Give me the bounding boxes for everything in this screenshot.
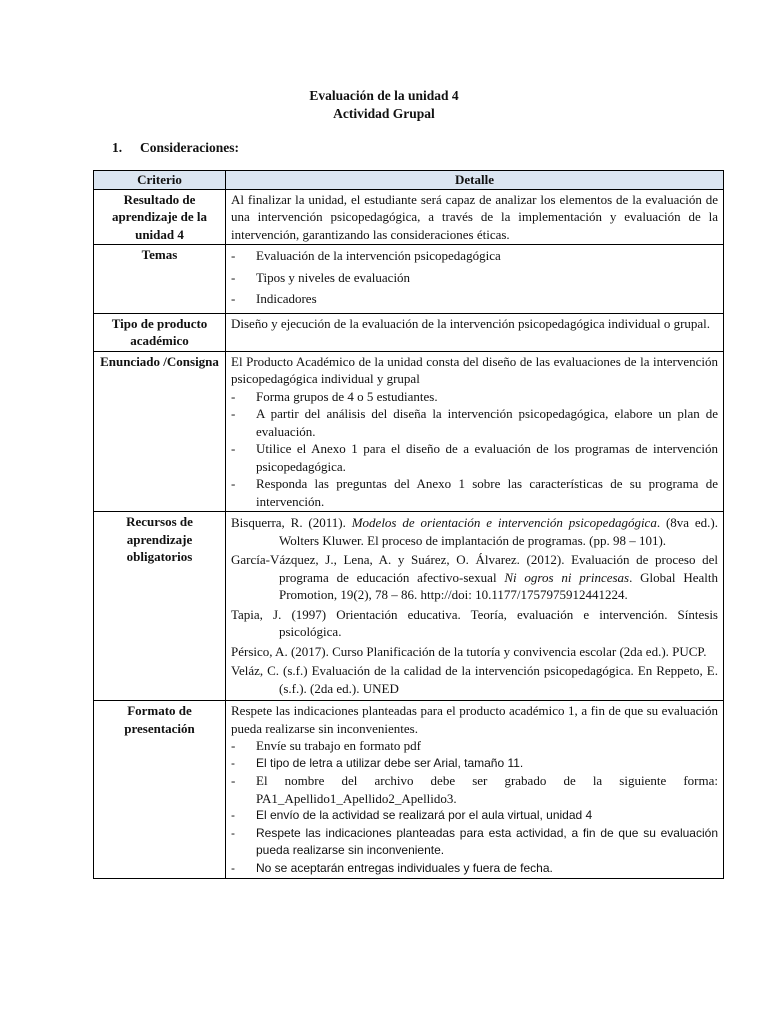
section-title: Consideraciones: [140, 140, 239, 155]
table-row-tipo [94, 313, 724, 351]
enunciado-intro: El Producto Académico de la unidad consta del diseño de las evaluaciones de la intervención psicopedagógica individual y grupal [231, 353, 718, 386]
list-item: - Indicadores [231, 290, 718, 308]
table-row-enunciado [94, 351, 724, 512]
table-row-resultado [94, 189, 724, 245]
table-header-row [94, 171, 724, 190]
list-item: - Forma grupos de 4 o 5 estudiantes. [231, 388, 718, 406]
list-item: - Evaluación de la intervención psicopedagógica [231, 247, 718, 265]
row-label-tipo: Tipo de producto académico [94, 313, 226, 351]
list-item: - Utilice el Anexo 1 para el diseño de a evaluación de los programas de intervención psicopedagógica. [231, 440, 718, 475]
enunciado-list [231, 388, 718, 511]
header-criterio: Criterio [94, 171, 226, 190]
row-detail-tipo: Diseño y ejecución de la evaluación de la intervención psicopedagógica individual o grupal. [226, 313, 724, 351]
formato-list [231, 737, 718, 877]
row-detail-enunciado [226, 351, 724, 512]
list-item: - El envío de la actividad se realizará por el aula virtual, unidad 4 [231, 807, 718, 825]
row-label-resultado: Resultado de aprendizaje de la unidad 4 [94, 189, 226, 245]
table-row-formato [94, 701, 724, 879]
list-item: - Envíe su trabajo en formato pdf [231, 737, 718, 755]
list-item: - Responda las preguntas del Anexo 1 sobre las características de su programa de intervención. [231, 475, 718, 510]
reference-bisquerra: Bisquerra, R. (2011). Modelos de orientación e intervención psicopedagógica. (8va ed.). Wolters Kluwer. El proceso de implantación de programas. (pp. 98 – 101). [231, 515, 718, 548]
row-detail-formato [226, 701, 724, 879]
row-label-enunciado: Enunciado /Consigna [94, 351, 226, 512]
formato-intro: Respete las indicaciones planteadas para el producto académico 1, a fin de que su evaluación pueda realizarse sin inconvenientes. [231, 703, 718, 736]
header-detalle: Detalle [226, 171, 724, 190]
reference-persico: Pérsico, A. (2017). Curso Planificación de la tutoría y convivencia escolar (2da ed.). PUCP. [231, 643, 707, 659]
reference-title: Ni ogros ni princesas [504, 569, 630, 585]
table-row-recursos [94, 512, 724, 701]
list-item: - No se aceptarán entregas individuales y fuera de fecha. [231, 860, 718, 878]
topics-list [231, 247, 718, 308]
list-item: - El tipo de letra a utilizar debe ser Arial, tamaño 11. [231, 755, 718, 773]
row-label-recursos: Recursos de aprendizaje obligatorios [94, 512, 226, 701]
row-label-temas: Temas [94, 245, 226, 314]
section-number: 1. [112, 140, 123, 155]
reference-title: Modelos de orientación e intervención psicopedagógica [351, 515, 657, 530]
row-label-formato: Formato de presentación [94, 701, 226, 879]
document-subtitle: Actividad Grupal [333, 106, 435, 121]
table-row-temas [94, 245, 724, 314]
reference-garcia-vazquez: García-Vázquez, J., Lena, A. y Suárez, O. Álvarez. (2012). Evaluación de proceso del programa de educación afectivo-sexual Ni ogros ni princesas. Global Health Promotion, 19(2), 78 – 86. http://doi: 10.1177/1757975912441224. [231, 552, 718, 602]
row-detail-recursos [226, 512, 724, 701]
list-item: - El nombre del archivo debe ser grabado de la siguiente forma: PA1_Apellido1_Apellido2_Apellido3. [231, 772, 718, 807]
section-heading [112, 140, 239, 156]
row-detail-temas [226, 245, 724, 314]
list-item: - A partir del análisis del diseña la intervención psicopedagógica, elabore un plan de evaluación. [231, 405, 718, 440]
reference-velaz: Veláz, C. (s.f.) Evaluación de la calidad de la intervención psicopedagógica. En Reppeto, E. (s.f.). (2da ed.). UNED [231, 663, 718, 696]
reference-tapia: Tapia, J. (1997) Orientación educativa. Teoría, evaluación e intervención. Síntesis psicológica. [231, 606, 718, 639]
considerations-table [93, 170, 724, 879]
list-item: - Tipos y niveles de evaluación [231, 269, 718, 287]
document-title: Evaluación de la unidad 4 [309, 88, 459, 103]
row-detail-resultado: Al finalizar la unidad, el estudiante será capaz de analizar los elementos de la evaluación de una intervención psicopedagógica, a través de la implementación y evaluación de la intervención, garantizando las consideraciones éticas. [226, 189, 724, 245]
list-item: - Respete las indicaciones planteadas para esta actividad, a fin de que su evaluación pueda realizarse sin inconveniente. [231, 825, 718, 860]
